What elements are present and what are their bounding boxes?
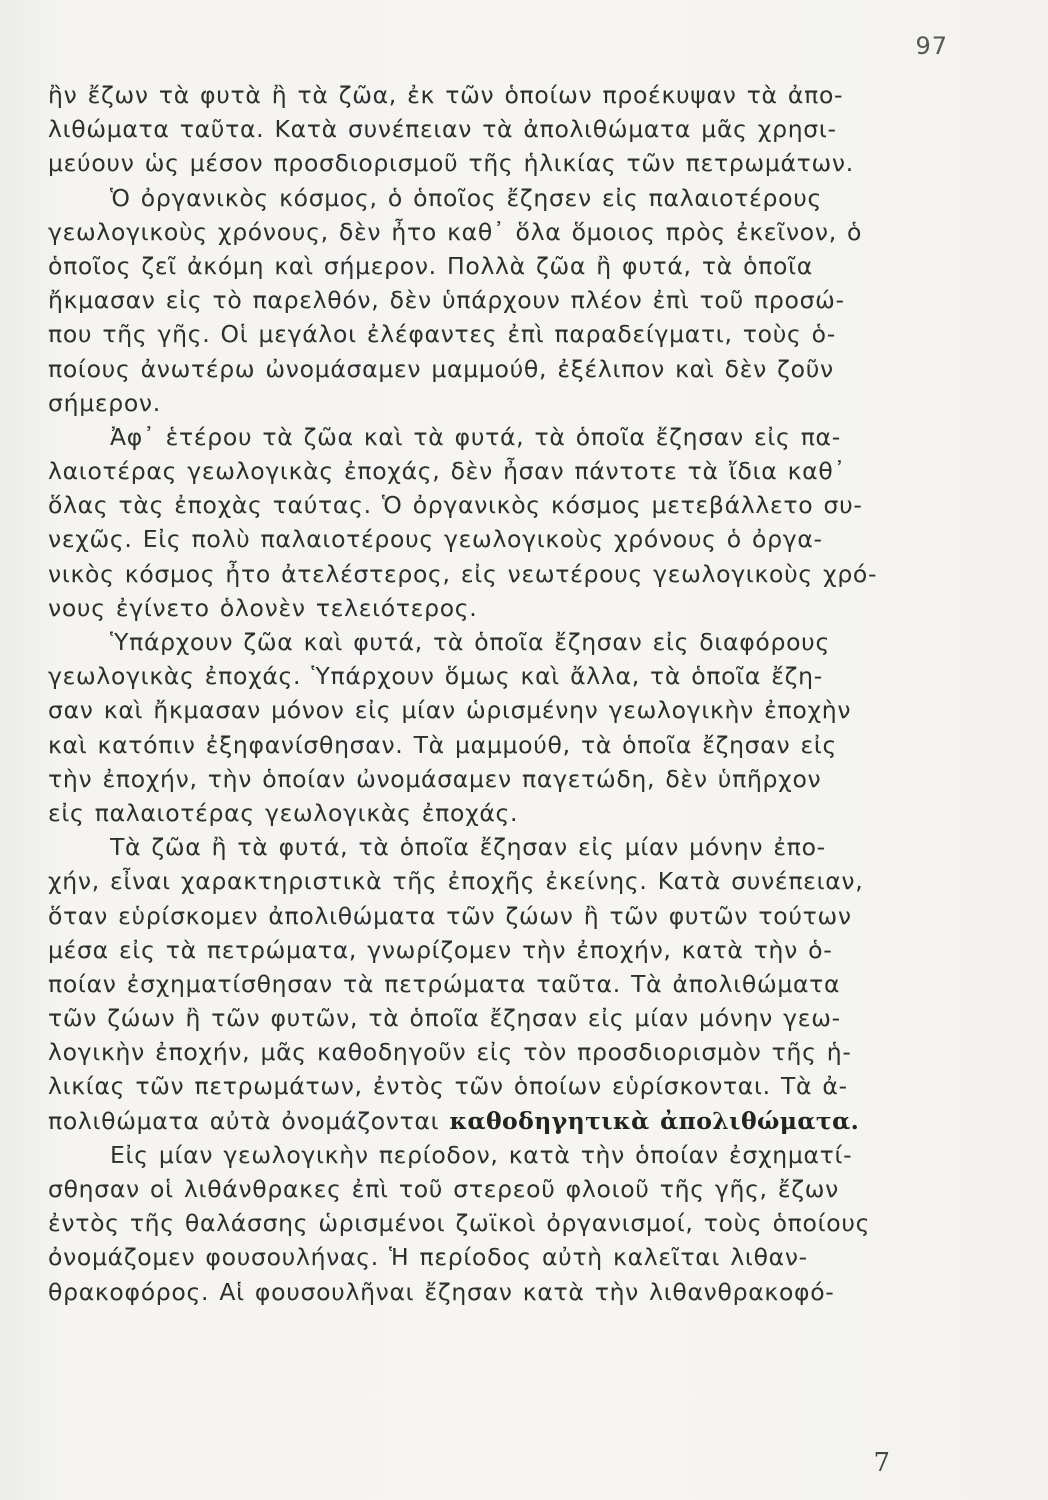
text-line: ὅταν εὑρίσκομεν ἀπολιθώματα τῶν ζώων ἢ τῶν φυτῶν τούτων — [48, 901, 852, 930]
page-number: 97 — [915, 32, 948, 60]
text-line: ἐντὸς τῆς θαλάσσης ὡρισμένοι ζωϊκοὶ ὀργανισμοί, τοὺς ὁποίους — [48, 1209, 871, 1238]
text-line: ὁποῖος ζεῖ ἀκόμη καὶ σήμερον. Πολλὰ ζῶα ἢ φυτά, τὰ ὁποῖα — [48, 251, 813, 280]
text-line: τὴν ἐποχήν, τὴν ὁποίαν ὠνομάσαμεν παγετώδη, δὲν ὑπῆρχον — [48, 764, 822, 793]
text-line: τῶν ζώων ἢ τῶν φυτῶν, τὰ ὁποῖα ἔζησαν εἰς μίαν μόνην γεω- — [48, 1004, 841, 1033]
text-line: μέσα εἰς τὰ πετρώματα, γνωρίζομεν τὴν ἐποχήν, κατὰ τὴν ὁ- — [48, 935, 833, 964]
printer-signature-mark: 7 — [873, 1448, 890, 1478]
text-line: γεωλογικὰς ἐποχάς. Ὑπάρχουν ὅμως καὶ ἄλλα, τὰ ὁποῖα ἔζη- — [48, 662, 823, 691]
text-line: νικὸς κόσμος ἦτο ἀτελέστερος, εἰς νεωτέρους γεωλογικοὺς χρό- — [48, 559, 878, 588]
text-line: νους ἐγίνετο ὁλονὲν τελειότερος. — [48, 593, 478, 622]
text-line: νεχῶς. Εἰς πολὺ παλαιοτέρους γεωλογικοὺς χρόνους ὁ ὀργα- — [48, 525, 823, 554]
text-line: εἰς παλαιοτέρας γεωλογικὰς ἐποχάς. — [48, 798, 519, 827]
text-line: ἤκμασαν εἰς τὸ παρελθόν, δὲν ὑπάρχουν πλέον ἐπὶ τοῦ προσώ- — [48, 286, 845, 315]
text-line: λιθώματα ταῦτα. Κατὰ συνέπειαν τὰ ἀπολιθώματα μᾶς χρησι- — [48, 115, 837, 144]
emphasized-term: καθοδηγητικὰ ἀπολιθώματα. — [449, 1106, 860, 1135]
text-line: μεύουν ὡς μέσον προσδιορισμοῦ τῆς ἡλικίας τῶν πετρωμάτων. — [48, 149, 854, 178]
paragraph-start-line: Τὰ ζῶα ἢ τὰ φυτά, τὰ ὁποῖα ἔζησαν εἰς μίαν μόνην ἐπο- — [110, 833, 826, 862]
text-line: ὀνομάζομεν φουσουλήνας. Ἡ περίοδος αὐτὴ καλεῖται λιθαν- — [48, 1243, 808, 1272]
body-text — [48, 78, 958, 1309]
paragraph-start-line: Ὁ ὀργανικὸς κόσμος, ὁ ὁποῖος ἔζησεν εἰς παλαιοτέρους — [110, 183, 822, 212]
text-line: σαν καὶ ἤκμασαν μόνον εἰς μίαν ὡρισμένην γεωλογικὴν ἐποχὴν — [48, 696, 852, 725]
text-line: ὅλας τὰς ἐποχὰς ταύτας. Ὁ ὀργανικὸς κόσμος μετεβάλλετο συ- — [48, 491, 863, 520]
text-line: γεωλογικοὺς χρόνους, δὲν ἦτο καθ᾽ ὅλα ὅμοιος πρὸς ἐκεῖνον, ὁ — [48, 217, 863, 246]
text-line: ποίους ἀνωτέρω ὠνομάσαμεν μαμμούθ, ἐξέλιπον καὶ δὲν ζοῦν — [48, 354, 834, 383]
text-line-with-emphasis: πολιθώματα αὐτὰ ὀνομάζονται καθοδηγητικὰ ἀπολιθώματα. — [48, 1106, 860, 1135]
text-line: χήν, εἶναι χαρακτηριστικὰ τῆς ἐποχῆς ἐκείνης. Κατὰ συνέπειαν, — [48, 867, 864, 896]
text-line: λικίας τῶν πετρωμάτων, ἐντὸς τῶν ὁποίων εὑρίσκονται. Τὰ ἀ- — [48, 1072, 848, 1101]
paragraph-start-line: Ἀφ᾽ ἑτέρου τὰ ζῶα καὶ τὰ φυτά, τὰ ὁποῖα ἔζησαν εἰς πα- — [110, 422, 841, 451]
paragraph-start-line: Ὑπάρχουν ζῶα καὶ φυτά, τὰ ὁποῖα ἔζησαν εἰς διαφόρους — [110, 628, 830, 656]
paragraph-start-line: Εἰς μίαν γεωλογικὴν περίοδον, κατὰ τὴν ὁποίαν ἐσχηματί- — [110, 1140, 853, 1169]
text-line: λογικὴν ἐποχήν, μᾶς καθοδηγοῦν εἰς τὸν προσδιορισμὸν τῆς ἡ- — [48, 1038, 852, 1067]
text-line: σήμερον. — [48, 388, 161, 417]
text-line: καὶ κατόπιν ἐξηφανίσθησαν. Τὰ μαμμούθ, τὰ ὁποῖα ἔζησαν εἰς — [48, 730, 838, 759]
text-line: που τῆς γῆς. Οἱ μεγάλοι ἐλέφαντες ἐπὶ παραδείγματι, τοὺς ὁ- — [48, 320, 836, 349]
text-line: σθησαν οἱ λιθάνθρακες ἐπὶ τοῦ στερεοῦ φλοιοῦ τῆς γῆς, ἔζων — [48, 1175, 839, 1203]
text-line: ἢν ἔζων τὰ φυτὰ ἢ τὰ ζῶα, ἐκ τῶν ὁποίων προέκυψαν τὰ ἀπο- — [48, 81, 844, 109]
text-line: λαιοτέρας γεωλογικὰς ἐποχάς, δὲν ἦσαν πάντοτε τὰ ἴδια καθ᾽ — [48, 457, 846, 486]
text-line: ποίαν ἐσχηματίσθησαν τὰ πετρώματα ταῦτα. Τὰ ἀπολιθώματα — [48, 969, 841, 998]
text-line: θρακοφόρος. Αἱ φουσουλῆναι ἔζησαν κατὰ τὴν λιθανθρακοφό- — [48, 1277, 835, 1306]
